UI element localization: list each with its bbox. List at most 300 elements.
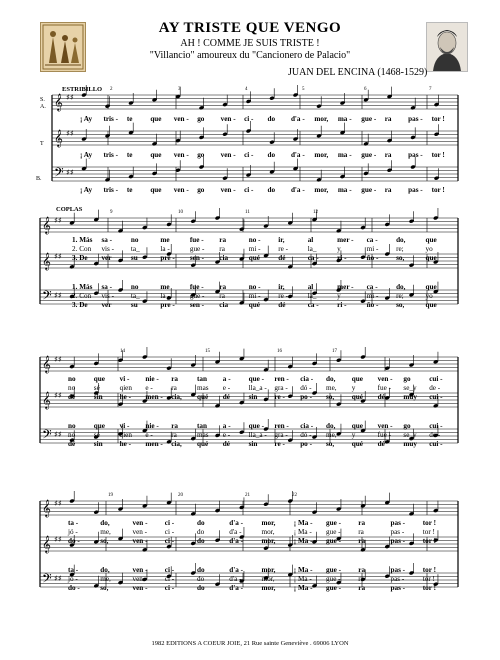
lyric-syllable: me,	[326, 384, 337, 392]
lyric-syllable: me,	[326, 431, 337, 439]
key-signature: ♯♯	[66, 129, 74, 138]
subtitle-source: "Villancio" amoureux du "Cancionero de Palacio"	[149, 50, 351, 61]
lyric-syllable: ri -	[337, 301, 347, 309]
lyric-syllable: dé	[68, 440, 76, 448]
lyric-syllable: dé	[377, 393, 385, 401]
lyric-syllable: so,	[100, 584, 109, 592]
lyric-syllable: mi -	[248, 245, 261, 253]
lyric-syllable: ven -	[132, 528, 148, 536]
measure-number: 12	[313, 210, 318, 215]
lyric-syllable: que	[425, 236, 437, 244]
lyric-syllable: do	[197, 528, 205, 536]
lyric-syllable: jó -	[68, 575, 78, 583]
lyric-syllable: ¡ Ma -	[293, 537, 313, 545]
lyric-syllable: 2. Con	[72, 245, 92, 253]
lyric-syllable: cui -	[429, 422, 443, 430]
lyric-syllable: pas -	[390, 537, 406, 545]
composer-credit: JUAN DEL ENCINA (1468-1529)	[288, 67, 428, 78]
lyric-syllable: do,	[100, 519, 110, 527]
lyric-syllable: sin	[248, 440, 258, 448]
lyric-syllable: pas -	[390, 575, 405, 583]
lyric-syllable: ¡ Ay	[80, 115, 93, 123]
lyric-syllable: ma -	[337, 186, 352, 194]
lyric-syllable: muy	[403, 440, 417, 448]
lyric-syllable: ven -	[173, 115, 189, 123]
measure-number: 22	[292, 493, 297, 498]
lyric-syllable: re;	[396, 245, 404, 253]
lyric-syllable: su	[130, 301, 138, 309]
subtitle: AH ! COMME JE SUIS TRISTE !	[180, 38, 320, 49]
lyric-syllable: mas	[197, 384, 209, 392]
lyric-syllable: mor,	[314, 151, 329, 159]
lyric-syllable: sa -	[101, 283, 113, 291]
lyric-syllable: ra	[358, 584, 366, 592]
lyric-syllable: ra	[171, 384, 177, 392]
lyric-syllable: e -	[145, 431, 153, 439]
treble-clef: 𝄞	[42, 216, 51, 234]
lyric-syllable: sé	[93, 384, 100, 392]
lyric-syllable: tor !	[431, 186, 445, 194]
lyric-syllable: do,	[396, 236, 406, 244]
lyric-syllable: dé	[377, 440, 385, 448]
lyric-syllable: yo	[425, 292, 433, 300]
lyric-syllable: que	[351, 422, 363, 430]
lyric-syllable: ver	[101, 301, 112, 309]
lyric-syllable: ci -	[164, 566, 175, 574]
lyric-syllable: ra	[384, 115, 392, 123]
lyric-syllable: ra	[219, 236, 227, 244]
lyric-syllable: ma -	[337, 151, 352, 159]
measure-number: 14	[120, 349, 125, 354]
lyric-syllable: e -	[222, 431, 231, 439]
lyric-syllable: re -	[278, 292, 288, 300]
lyric-syllable: do -	[68, 584, 80, 592]
key-signature: ♯♯	[66, 168, 74, 177]
measure-number: 5	[302, 87, 305, 92]
lyric-syllable: ven -	[132, 537, 148, 545]
lyric-syllable: ra	[358, 537, 366, 545]
lyric-syllable: 2. Con	[72, 292, 92, 300]
lyric-syllable: ven -	[220, 151, 236, 159]
lyric-syllable: do	[197, 584, 205, 592]
lyric-syllable: ven -	[220, 115, 236, 123]
lyric-syllable: ¡ Ma -	[293, 584, 313, 592]
lyric-syllable: dé	[222, 440, 230, 448]
lyric-syllable: sen -	[189, 254, 205, 262]
treble-clef: 𝄞	[42, 391, 51, 409]
treble-clef: 𝄞	[42, 252, 51, 270]
lyric-syllable: tor !	[422, 566, 436, 574]
bass-clef: 𝄢	[42, 288, 52, 306]
lyric-syllable: ¡ Ma -	[293, 575, 312, 583]
lyric-syllable: ño -	[366, 301, 379, 309]
lyric-syllable: ci -	[244, 186, 254, 194]
lyric-syllable: cui -	[429, 393, 443, 401]
lyric-syllable: ra	[358, 575, 364, 583]
lyric-syllable: ra	[219, 283, 227, 291]
lyric-syllable: te	[126, 151, 133, 159]
lyric-syllable: no	[68, 375, 76, 383]
lyric-syllable: ra	[358, 528, 364, 536]
lyric-syllable: qué	[351, 440, 363, 448]
lyric-syllable: pas -	[408, 115, 423, 123]
lyric-syllable: que	[150, 115, 162, 123]
lyric-syllable: ver	[101, 254, 112, 262]
lyric-syllable: sin	[93, 393, 103, 401]
lyric-syllable: ci -	[164, 519, 175, 527]
key-signature: ♯♯	[54, 252, 62, 261]
lyric-syllable: pas -	[408, 151, 423, 159]
lyric-syllable: y	[351, 431, 356, 439]
lyric-syllable: ¡ Ay	[80, 151, 93, 159]
treble-clef: 𝄞	[54, 129, 63, 147]
lyric-syllable: ¡ Ma -	[293, 566, 313, 574]
key-signature: ♯♯	[54, 216, 62, 225]
lyric-syllable: do,	[326, 422, 336, 430]
lyric-syllable: sin	[248, 393, 258, 401]
lyric-syllable: al	[307, 283, 314, 291]
lyric-syllable: dó -	[300, 384, 312, 392]
lyric-syllable: ta_	[130, 245, 140, 253]
lyric-syllable: cui -	[429, 375, 443, 383]
lyric-syllable: do	[267, 186, 276, 194]
lyric-syllable: y	[351, 384, 356, 392]
lyric-syllable: qué	[351, 393, 363, 401]
lyric-syllable: que	[150, 151, 162, 159]
lyric-syllable: ven -	[173, 151, 189, 159]
section-estribillo: ESTRIBILLO	[62, 86, 103, 93]
measure-number: 20	[178, 493, 183, 498]
lyric-syllable: ra	[171, 422, 178, 430]
lyric-syllable: no	[68, 431, 76, 439]
lyric-syllable: qien	[119, 431, 132, 439]
lyric-syllable: ra	[219, 245, 225, 253]
measure-number: 6	[364, 87, 367, 92]
lyric-syllable: dé	[278, 301, 286, 309]
lyric-syllable: gue -	[326, 566, 341, 574]
lyric-syllable: ra	[171, 431, 177, 439]
lyric-syllable: ño -	[366, 254, 379, 262]
lyric-syllable: ci -	[164, 528, 175, 536]
lyric-syllable: ca -	[366, 283, 378, 291]
lyric-syllable: gue -	[189, 292, 205, 300]
measure-number: 9	[110, 210, 113, 215]
lyric-syllable: vis -	[101, 292, 115, 300]
lyric-syllable: gue -	[326, 528, 341, 536]
treble-clef: 𝄞	[42, 355, 51, 373]
measure-number: 16	[277, 349, 282, 354]
lyric-syllable: so,	[326, 393, 335, 401]
lyric-syllable: ca -	[366, 236, 378, 244]
key-signature: ♯♯	[54, 291, 62, 300]
lyric-syllable: ven -	[132, 566, 148, 574]
key-signature: ♯♯	[54, 499, 62, 508]
lyric-syllable: he -	[119, 440, 131, 448]
lyric-syllable: d'a -	[229, 537, 244, 545]
lyric-syllable: d'a -	[290, 186, 305, 194]
lyric-syllable: ven -	[132, 584, 148, 592]
key-signature: ♯♯	[54, 574, 62, 583]
lyric-syllable: po -	[300, 393, 312, 401]
lyric-syllable: lla_a -	[248, 431, 267, 439]
lyric-syllable: gue -	[361, 151, 377, 159]
lyric-syllable: tor !	[422, 537, 436, 545]
lyric-syllable: sa -	[101, 236, 113, 244]
lyric-syllable: re;	[396, 292, 404, 300]
lyric-syllable: no -	[248, 236, 261, 244]
bass-clef: 𝄢	[54, 165, 64, 183]
lyric-syllable: tor !	[431, 151, 445, 159]
measure-number: 11	[245, 210, 250, 215]
lyric-syllable: ta -	[68, 519, 79, 527]
lyric-syllable: ta_	[130, 292, 140, 300]
lyric-syllable: men -	[145, 393, 163, 401]
lyric-syllable: pas -	[390, 528, 405, 536]
lyric-syllable: yo	[425, 245, 433, 253]
lyric-syllable: qué	[197, 440, 209, 448]
lyric-syllable: pas -	[390, 584, 406, 592]
voice-label-b: B.	[36, 176, 42, 182]
lyric-syllable: men -	[145, 440, 163, 448]
lyric-syllable: qué	[248, 254, 260, 262]
lyric-syllable: que -	[248, 375, 264, 383]
lyric-syllable: d'a -	[290, 115, 305, 123]
lyric-syllable: no	[68, 384, 76, 392]
lyric-syllable: no	[130, 236, 139, 244]
lyric-syllable: nie -	[145, 375, 159, 383]
lyric-syllable: nie -	[145, 422, 159, 430]
lyric-syllable: cia,	[171, 393, 182, 401]
lyric-syllable: fue -	[377, 384, 391, 392]
lyric-syllable: do	[197, 566, 205, 574]
lyric-syllable: me	[160, 283, 170, 291]
lyric-syllable: gue -	[326, 537, 341, 545]
lyric-syllable: ven -	[377, 422, 393, 430]
lyric-syllable: go	[403, 422, 411, 430]
lyric-syllable: fue -	[189, 283, 204, 291]
measure-number: 15	[205, 349, 210, 354]
lyric-syllable: ci -	[244, 115, 254, 123]
lyric-syllable: ra	[358, 566, 366, 574]
lyric-syllable: tan	[197, 375, 207, 383]
lyric-syllable: que	[425, 283, 437, 291]
lyric-syllable: al	[307, 236, 314, 244]
lyric-syllable: su	[130, 254, 138, 262]
lyric-syllable: que	[93, 375, 105, 383]
measure-number: 2	[110, 87, 113, 92]
lyric-syllable: fue -	[189, 236, 204, 244]
lyric-syllable: ca -	[307, 301, 319, 309]
lyric-syllable: pas -	[390, 566, 406, 574]
lyric-syllable: cia	[219, 254, 229, 262]
lyric-syllable: a -	[222, 375, 231, 383]
lyric-syllable: no -	[248, 283, 261, 291]
lyric-syllable: 1. Más	[72, 236, 93, 244]
lyric-syllable: ven -	[173, 186, 189, 194]
lyric-syllable: me	[160, 236, 170, 244]
lyric-syllable: te	[126, 115, 133, 123]
lyric-syllable: tan	[197, 422, 207, 430]
lyric-syllable: do	[267, 151, 276, 159]
lyric-syllable: pas -	[408, 186, 423, 194]
lyric-syllable: d'a -	[229, 528, 242, 536]
lyric-syllable: ci -	[244, 151, 254, 159]
lyric-syllable: gue -	[361, 115, 377, 123]
lyric-syllable: no	[68, 422, 76, 430]
lyric-syllable: que	[93, 422, 105, 430]
lyric-syllable: cia -	[300, 375, 314, 383]
lyric-syllable: a -	[222, 422, 231, 430]
lyric-syllable: vi -	[119, 422, 130, 430]
lyric-syllable: do,	[100, 566, 110, 574]
lyric-syllable: vi -	[119, 375, 130, 383]
lyric-syllable: do	[197, 519, 205, 527]
lyric-syllable: mor,	[261, 537, 276, 545]
lyric-syllable: la -	[160, 292, 170, 300]
lyric-syllable: tris -	[103, 115, 119, 123]
measure-number: 21	[245, 493, 250, 498]
lyric-syllable: mor,	[261, 528, 275, 536]
key-signature: ♯♯	[66, 93, 74, 102]
lyric-syllable: cia,	[171, 440, 182, 448]
lyric-syllable: la_	[307, 245, 317, 253]
lyric-syllable: do	[197, 537, 205, 545]
voice-label-t: T	[40, 141, 44, 147]
lyric-syllable: ra	[384, 186, 392, 194]
lyric-syllable: d'a -	[229, 519, 244, 527]
measure-number: 19	[108, 493, 113, 498]
lyric-syllable: pre -	[160, 301, 175, 309]
lyric-syllable: la -	[160, 245, 170, 253]
lyric-syllable: mor,	[261, 575, 275, 583]
lyric-syllable: mer -	[337, 283, 354, 291]
lyric-syllable: cui -	[429, 440, 443, 448]
lyric-syllable: mor,	[261, 584, 276, 592]
measure-number: 10	[178, 210, 183, 215]
lyric-syllable: ¡ Ma -	[293, 528, 312, 536]
treble-clef: 𝄞	[42, 499, 51, 517]
lyric-syllable: muy	[403, 393, 417, 401]
lyric-syllable: cia	[219, 301, 229, 309]
lyric-syllable: d'a -	[229, 566, 244, 574]
lyric-syllable: 3. De	[72, 254, 88, 262]
lyric-syllable: ci -	[164, 537, 175, 545]
lyric-syllable: ta -	[68, 566, 79, 574]
lyric-syllable: cia -	[300, 422, 314, 430]
lyric-syllable: tor !	[422, 584, 436, 592]
lyric-syllable: no	[130, 283, 139, 291]
lyric-syllable: so,	[100, 537, 109, 545]
lyric-syllable: go	[197, 115, 205, 123]
measure-number: 7	[429, 87, 432, 92]
lyric-syllable: sin	[93, 440, 103, 448]
lyric-syllable: gue -	[361, 186, 377, 194]
lyric-syllable: ir,	[278, 236, 285, 244]
bass-clef: 𝄢	[42, 427, 52, 445]
lyric-syllable: gue -	[326, 519, 341, 527]
lyric-syllable: ¡ Ay	[80, 186, 93, 194]
lyric-syllable: ra	[384, 151, 392, 159]
lyric-syllable: se_y	[403, 384, 417, 392]
lyric-syllable: mer -	[337, 236, 354, 244]
lyric-syllable: 3. De	[72, 301, 88, 309]
lyric-syllable: gue -	[326, 575, 341, 583]
key-signature: ♯♯	[54, 391, 62, 400]
lyric-syllable: ren -	[274, 375, 289, 383]
lyric-syllable: so,	[396, 301, 405, 309]
lyric-syllable: dé	[278, 254, 286, 262]
key-signature: ♯♯	[54, 355, 62, 364]
lyric-syllable: d'a -	[290, 151, 305, 159]
lyric-syllable: jó -	[68, 528, 78, 536]
lyric-syllable: ven -	[132, 519, 148, 527]
lyric-syllable: d'a -	[229, 575, 242, 583]
lyric-syllable: do -	[68, 537, 80, 545]
lyric-syllable: ci -	[164, 584, 175, 592]
lyric-syllable: re -	[278, 245, 288, 253]
lyric-syllable: y	[337, 292, 341, 300]
lyric-syllable: ca -	[307, 254, 319, 262]
bass-clef: 𝄢	[42, 571, 52, 589]
lyric-syllable: pre -	[160, 254, 175, 262]
lyric-syllable: dó -	[300, 431, 312, 439]
lyric-syllable: me,	[100, 528, 111, 536]
lyric-syllable: ven -	[220, 186, 236, 194]
lyric-syllable: e -	[145, 384, 153, 392]
lyric-syllable: tris -	[103, 186, 119, 194]
lyric-syllable: mor,	[314, 186, 329, 194]
lyric-syllable: que	[351, 375, 363, 383]
lyric-syllable: que	[425, 254, 437, 262]
lyric-syllable: fue -	[377, 431, 391, 439]
lyric-syllable: mor,	[314, 115, 329, 123]
lyric-syllable: po -	[300, 440, 312, 448]
lyric-syllable: ven -	[377, 375, 393, 383]
lyric-syllable: do,	[396, 283, 406, 291]
lyric-syllable: de -	[429, 384, 441, 392]
lyric-syllable: la_	[307, 292, 317, 300]
lyric-syllable: e -	[222, 384, 231, 392]
measure-number: 17	[332, 349, 337, 354]
lyric-syllable: d'a -	[229, 584, 244, 592]
lyric-syllable: de -	[429, 431, 441, 439]
lyric-syllable: mi -	[366, 292, 379, 300]
lyric-syllable: dé	[68, 393, 76, 401]
lyric-syllable: re -	[274, 393, 285, 401]
lyric-syllable: dé	[222, 393, 230, 401]
lyric-syllable: re -	[274, 440, 285, 448]
lyric-syllable: tris -	[103, 151, 119, 159]
lyric-syllable: mi -	[366, 245, 379, 253]
treble-clef: 𝄞	[54, 93, 63, 111]
lyric-syllable: mas	[197, 431, 209, 439]
lyric-syllable: mor,	[261, 519, 276, 527]
lyric-syllable: sen -	[189, 301, 205, 309]
lyric-syllable: ren -	[274, 422, 289, 430]
lyric-syllable: ma -	[337, 115, 352, 123]
lyric-syllable: he -	[119, 393, 131, 401]
lyric-syllable: qué	[197, 393, 209, 401]
lyric-syllable: gra -	[274, 384, 288, 392]
lyric-syllable: do	[267, 115, 276, 123]
lyric-syllable: pas -	[390, 519, 406, 527]
lyric-syllable: qien	[119, 384, 132, 392]
measure-number: 4	[245, 87, 248, 92]
lyric-syllable: vis -	[101, 245, 115, 253]
lyric-syllable: mor,	[261, 566, 276, 574]
lyric-syllable: que -	[248, 422, 264, 430]
lyric-syllable: go	[403, 375, 411, 383]
